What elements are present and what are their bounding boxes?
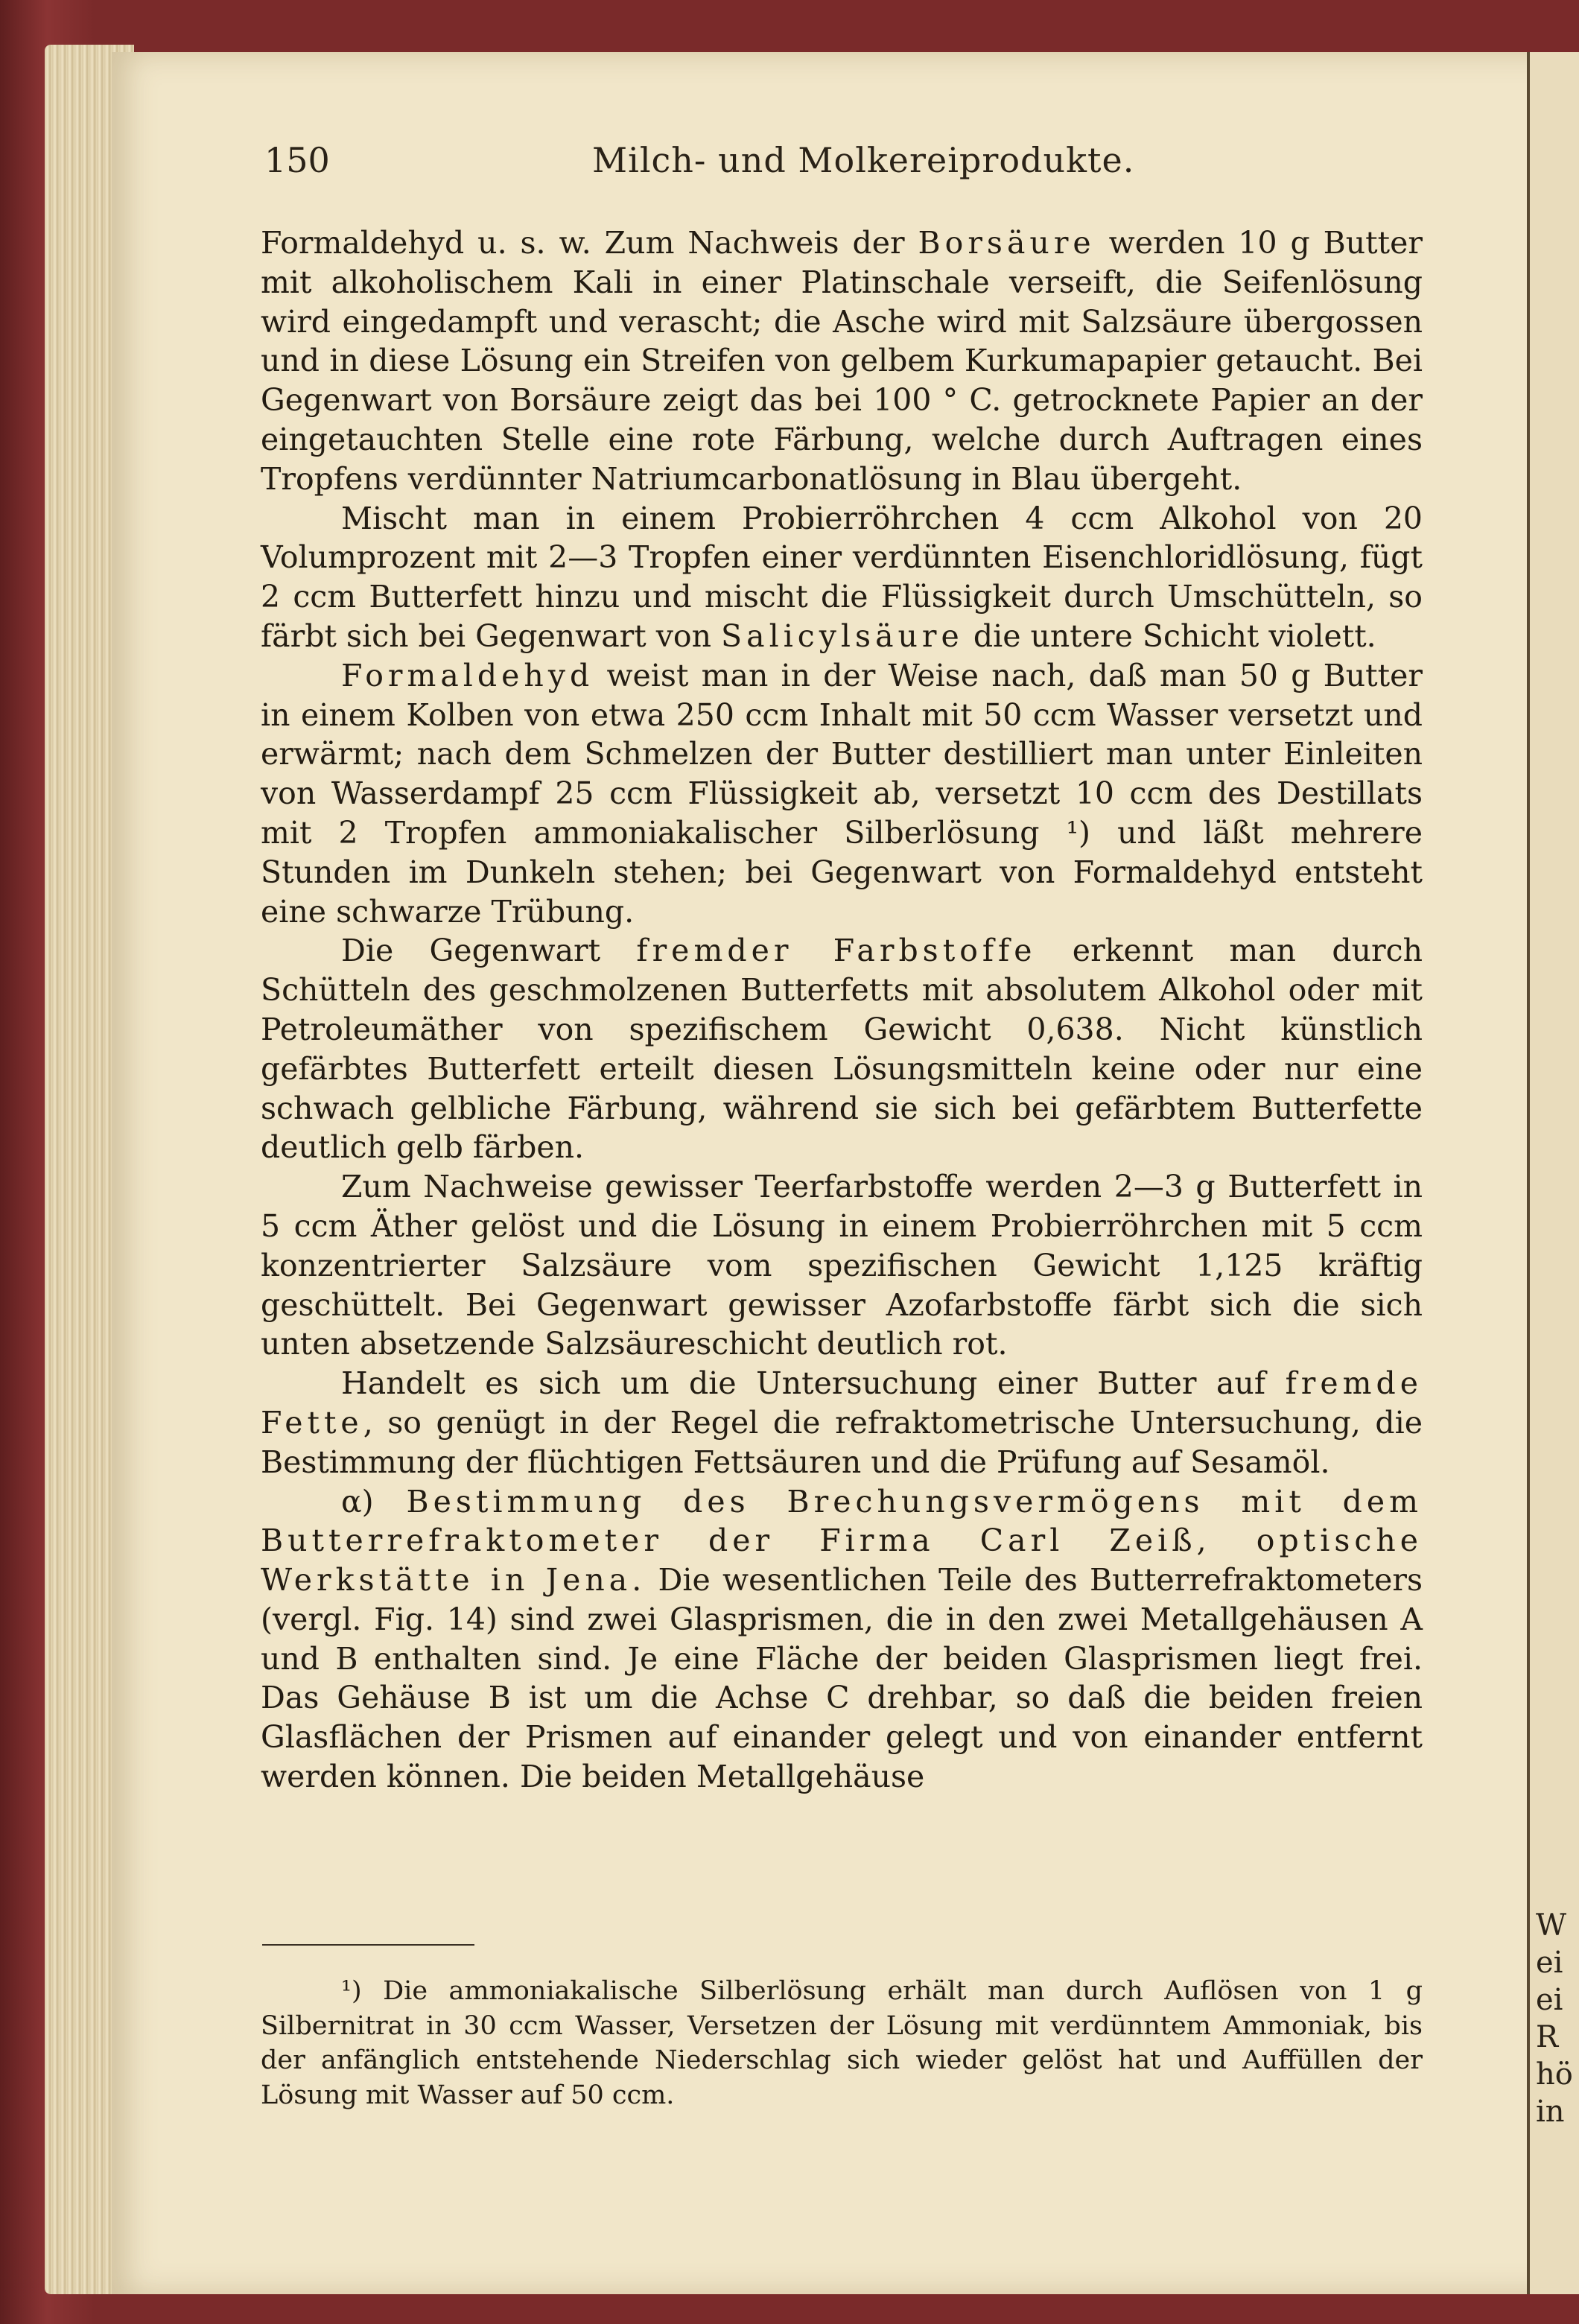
running-title: Milch- und Molkereiprodukte. <box>592 140 1135 180</box>
paragraph-salicylic-acid: Mischt man in einem Probierröhrchen 4 ccm Alkohol von 20 Volumprozent mit 2—3 Tropfen einer verdünnten Eisenchloridlösung, fügt 2 ccm Butterfett hinzu und mischt die Flüssigkeit durch Umschütteln, so färbt sich bei Gegenwart von Salicylsäure die untere Schicht violett. <box>261 500 1423 654</box>
next-page-fragment: ei <box>1536 1946 1563 1980</box>
page-header <box>264 140 1419 185</box>
next-page-edge <box>1527 52 1579 2294</box>
paragraph-formaldehyde: Formaldehyd weist man in der Weise nach, daß man 50 g Butter in einem Kolben von etwa 250 ccm Inhalt mit 50 ccm Wasser versetzt und erwärmt; nach dem Schmelzen der Butter destilliert man unter Einleiten von Wasserdampf 25 ccm Flüssigkeit ab, versetzt 10 ccm des Destillats mit 2 Tropfen ammoniakalischer Silberlösung ¹) und läßt mehrere Stunden im Dunkeln stehen; bei Gegenwart von Formaldehyd entsteht eine schwarze Trübung. <box>261 657 1423 930</box>
next-page-fragment: in <box>1536 2095 1565 2129</box>
paragraph-dyes: Die Gegenwart fremder Farbstoffe erkennt man durch Schütteln des geschmolzenen Butterfetts mit absolutem Alkohol oder mit Petroleumäther von spezifischem Gewicht 0,638. Nicht künstlich gefärbtes Butterfett erteilt diesen Lösungsmitteln keine oder nur eine schwach gelbliche Färbung, während sie sich bei gefärbtem Butterfette deutlich gelb färben. <box>261 933 1423 1166</box>
paragraph-foreign-fats: Handelt es sich um die Untersuchung einer Butter auf fremde Fette, so genügt in der Regel die refraktometrische Untersuchung, die Bestimmung der flüchtigen Fettsäuren und die Prüfung auf Sesamöl. <box>261 1365 1423 1480</box>
footnote-text: ¹) Die ammoniakalische Silberlösung erhält man durch Auflösen von 1 g Silbernitrat in 30 ccm Wasser, Versetzen der Lösung mit verdünntem Ammoniak, bis der anfänglich entstehende Niederschlag sich wieder gelöst hat und Auffüllen der Lösung mit Wasser auf 50 ccm. <box>261 1976 1423 2110</box>
footnote-divider <box>262 1944 474 1946</box>
next-page-fragment: R <box>1536 2020 1559 2054</box>
next-page-fragment: ei <box>1536 1983 1563 2017</box>
paragraph-tar-dyes: Zum Nachweise gewisser Teerfarbstoffe werden 2—3 g Butterfett in 5 ccm Äther gelöst und die Lösung in einem Probierröhrchen mit 5 ccm konzentrierter Salzsäure vom spezifischen Gewicht 1,125 kräftig geschüttelt. Bei Gegenwart gewisser Azofarbstoffe färbt sich die sich unten absetzende Salzsäureschicht deutlich rot. <box>261 1169 1423 1362</box>
body-text <box>261 223 1423 1797</box>
paragraph-refractometer: α) Bestimmung des Brechungsvermögens mit dem Butterrefraktometer der Firma Carl Zeiß, optische Werkstätte in Jena. Die wesentlichen Teile des Butterrefraktometers (vergl. Fig. 14) sind zwei Glasprismen, die in den zwei Metallgehäusen A und B enthalten sind. Je eine Fläche der beiden Glasprismen liegt frei. Das Gehäuse B ist um die Achse C drehbar, so daß die beiden freien Glasflächen der Prismen auf einander gelegt und von einander entfernt werden können. Die beiden Metallgehäuse <box>261 1483 1423 1795</box>
footnote <box>261 1974 1423 2112</box>
next-page-fragment: hö <box>1536 2057 1573 2092</box>
next-page-fragment: W <box>1536 1908 1567 1943</box>
page-number: 150 <box>264 140 330 180</box>
paragraph-boric-acid: Formaldehyd u. s. w. Zum Nachweis der Borsäure werden 10 g Butter mit alkoholischem Kali in einer Platinschale verseift, die Seifenlösung wird eingedampft und verascht; die Asche wird mit Salzsäure übergossen und in diese Lösung ein Streifen von gelbem Kurkumapapier getaucht. Bei Gegenwart von Borsäure zeigt das bei 100 ° C. getrocknete Papier an der eingetauchten Stelle eine rote Färbung, welche durch Auftragen eines Tropfens verdünnter Natriumcarbonatlösung in Blau übergeht. <box>261 225 1423 497</box>
